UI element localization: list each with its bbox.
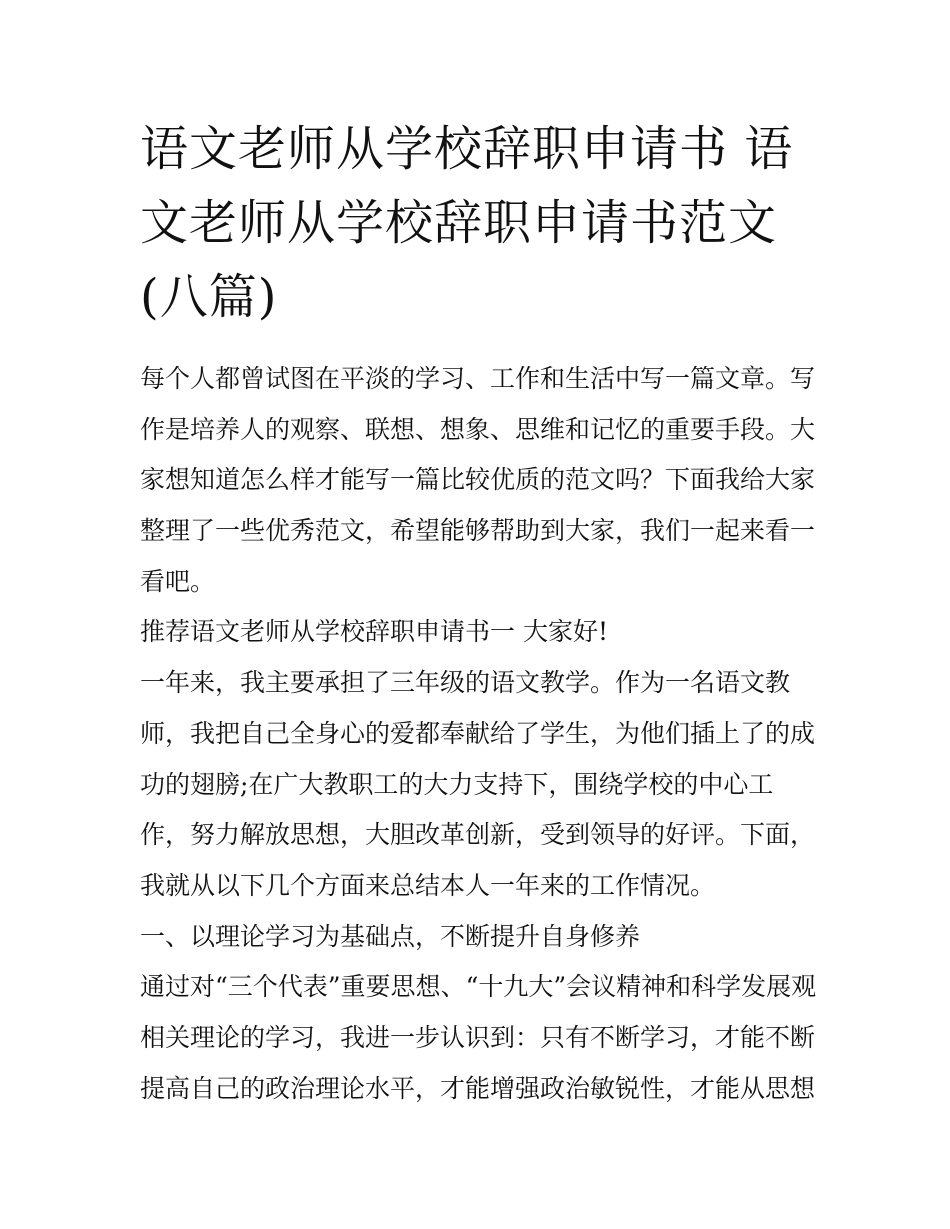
body-line-8: 师，我把自己全身心的爱都奉献给了学生，为他们插上了的成 xyxy=(140,718,816,748)
document-body xyxy=(140,354,820,1114)
title-line-1: 语文老师从学校辞职申请书 语 xyxy=(140,121,794,177)
body-line-4: 整理了一些优秀范文，希望能够帮助到大家，我们一起来看一 xyxy=(140,516,816,546)
body-line-1: 每个人都曾试图在平淡的学习、工作和生活中写一篇文章。写 xyxy=(140,364,816,393)
body-line-2: 作是培养人的观察、联想、想象、思维和记忆的重要手段。大 xyxy=(140,414,816,444)
body-line-15: 提高自己的政治理论水平，才能增强政治敏锐性，才能从思想 xyxy=(140,1073,816,1103)
body-line-10: 作，努力解放思想，大胆改革创新，受到领导的好评。下面， xyxy=(140,820,816,850)
body-line-11: 我就从以下几个方面来总结本人一年来的工作情况。 xyxy=(140,870,716,900)
body-line-9: 功的翅膀;在广大教职工的大力支持下，围绕学校的中心工 xyxy=(140,769,774,799)
title-line-2: 文老师从学校辞职申请书范文 xyxy=(140,195,778,251)
body-line-13: 通过对“三个代表”重要思想、“十九大”会议精神和科学发展观 xyxy=(140,972,817,1002)
body-line-14: 相关理论的学习，我进一步认识到：只有不断学习，才能不断 xyxy=(140,1022,816,1052)
body-line-7: 一年来，我主要承担了三年级的语文教学。作为一名语文教 xyxy=(140,668,791,698)
body-line-3: 家想知道怎么样才能写一篇比较优质的范文吗？下面我给大家 xyxy=(140,465,816,495)
title-line-3: (八篇) xyxy=(140,269,278,325)
section-heading-one: 一、以理论学习为基础点，不断提升自身修养 xyxy=(140,921,641,951)
section-heading-recommend: 推荐语文老师从学校辞职申请书一 大家好! xyxy=(140,617,608,647)
body-line-5: 看吧。 xyxy=(140,566,216,596)
document-title xyxy=(140,112,820,334)
